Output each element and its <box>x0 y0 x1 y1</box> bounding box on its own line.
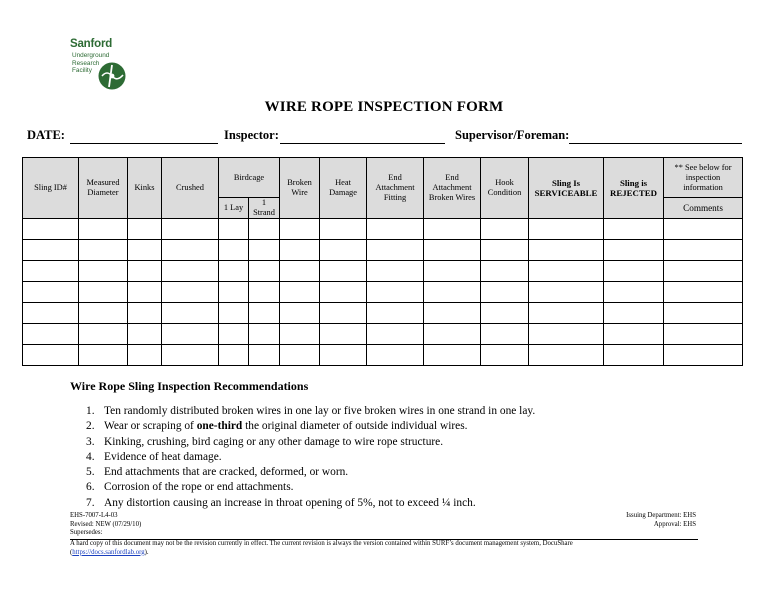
recommendation-item: 4. Evidence of heat damage. <box>86 450 222 463</box>
table-cell[interactable] <box>280 282 320 303</box>
table-cell[interactable] <box>367 303 424 324</box>
table-cell[interactable] <box>424 219 481 240</box>
table-cell[interactable] <box>529 324 604 345</box>
table-cell[interactable] <box>162 219 219 240</box>
table-cell[interactable] <box>23 345 79 366</box>
recommendations-heading: Wire Rope Sling Inspection Recommendations <box>70 379 309 393</box>
table-cell[interactable] <box>128 219 162 240</box>
table-cell[interactable] <box>367 240 424 261</box>
table-cell[interactable] <box>481 324 529 345</box>
sanford-logo <box>70 38 132 96</box>
table-cell[interactable] <box>249 324 280 345</box>
recommendation-item: 1. Ten randomly distributed broken wires in one lay or five broken wires in one strand in one lay. <box>86 405 536 417</box>
table-cell[interactable] <box>162 282 219 303</box>
recommendation-item: 3. Kinking, crushing, bird caging or any other damage to wire rope structure. <box>86 435 444 448</box>
table-cell[interactable] <box>23 261 79 282</box>
table-cell[interactable] <box>320 261 367 282</box>
form-title: WIRE ROPE INSPECTION FORM <box>264 99 504 115</box>
table-row <box>23 219 743 240</box>
table-cell[interactable] <box>128 261 162 282</box>
table-cell[interactable] <box>280 324 320 345</box>
col-header-broken-wire: Broken Wire <box>280 158 320 219</box>
table-cell[interactable] <box>664 345 743 366</box>
table-cell[interactable] <box>219 345 249 366</box>
table-cell[interactable] <box>481 240 529 261</box>
supersedes: Supersedes: <box>70 529 103 537</box>
recommendation-item: 5. End attachments that are cracked, deformed, or worn. <box>86 466 349 479</box>
table-cell[interactable] <box>249 261 280 282</box>
col-header-rejected: Sling is REJECTED <box>604 158 664 219</box>
col-header-serviceable: Sling Is SERVICEABLE <box>529 158 604 219</box>
table-cell[interactable] <box>424 324 481 345</box>
logo-subtitle-line: Facility <box>72 67 92 75</box>
logo-emblem-icon <box>94 56 130 96</box>
col-header-end-attachment-fitting: End Attachment Fitting <box>367 158 424 219</box>
logo-subtitle-line: Research <box>72 59 100 67</box>
table-cell[interactable] <box>481 282 529 303</box>
table-cell[interactable] <box>162 324 219 345</box>
table-cell[interactable] <box>79 219 128 240</box>
footer-notice <box>70 540 710 557</box>
table-cell[interactable] <box>219 282 249 303</box>
docushare-link[interactable]: https://docs.sanfordlab.org <box>72 548 145 556</box>
col-header-heat-damage: Heat Damage <box>320 158 367 219</box>
col-header-kinks: Kinks <box>128 158 162 219</box>
table-cell[interactable] <box>280 303 320 324</box>
col-header-sling-id: Sling ID# <box>23 158 79 219</box>
table-cell[interactable] <box>481 219 529 240</box>
table-cell[interactable] <box>249 345 280 366</box>
table-row <box>23 324 743 345</box>
table-cell[interactable] <box>79 303 128 324</box>
table-cell[interactable] <box>249 282 280 303</box>
table-cell[interactable] <box>320 282 367 303</box>
table-cell[interactable] <box>367 261 424 282</box>
table-cell[interactable] <box>424 303 481 324</box>
col-header-measured-diameter: Measured Diameter <box>79 158 128 219</box>
inspector-field[interactable] <box>280 143 445 144</box>
date-label: DATE: <box>27 128 65 142</box>
table-cell[interactable] <box>664 261 743 282</box>
col-header-birdcage-strand: 1 Strand <box>249 198 280 219</box>
footer-doc-info <box>70 512 141 538</box>
table-cell[interactable] <box>529 282 604 303</box>
table-cell[interactable] <box>128 303 162 324</box>
approval: Approval: EHS <box>653 520 696 528</box>
recommendations-list <box>86 404 706 511</box>
table-cell[interactable] <box>219 219 249 240</box>
table-cell[interactable] <box>23 282 79 303</box>
docushare-link-line: (https://docs.sanfordlab.org). <box>70 548 149 556</box>
table-cell[interactable] <box>320 219 367 240</box>
table-cell[interactable] <box>128 282 162 303</box>
table-cell[interactable] <box>219 240 249 261</box>
col-header-birdcage: Birdcage <box>219 158 280 198</box>
table-row <box>23 345 743 366</box>
table-cell[interactable] <box>320 303 367 324</box>
table-cell[interactable] <box>79 345 128 366</box>
table-cell[interactable] <box>664 240 743 261</box>
table-row <box>23 261 743 282</box>
table-cell[interactable] <box>529 345 604 366</box>
col-header-inspection-note: ** See below for inspection information <box>664 158 743 198</box>
recommendation-item: 7. Any distortion causing an increase in throat opening of 5%, not to exceed ¼ inch. <box>86 496 476 509</box>
supervisor-field[interactable] <box>569 143 742 144</box>
table-cell[interactable] <box>128 240 162 261</box>
table-cell[interactable] <box>280 345 320 366</box>
table-cell[interactable] <box>529 240 604 261</box>
table-cell[interactable] <box>79 240 128 261</box>
table-cell[interactable] <box>664 282 743 303</box>
inspector-label: Inspector: <box>224 128 279 142</box>
col-header-hook-condition: Hook Condition <box>481 158 529 219</box>
table-cell[interactable] <box>481 261 529 282</box>
table-cell[interactable] <box>79 282 128 303</box>
table-cell[interactable] <box>249 219 280 240</box>
table-cell[interactable] <box>280 219 320 240</box>
table-cell[interactable] <box>219 261 249 282</box>
table-cell[interactable] <box>79 324 128 345</box>
supervisor-label: Supervisor/Foreman: <box>455 128 570 142</box>
table-cell[interactable] <box>529 261 604 282</box>
table-cell[interactable] <box>23 303 79 324</box>
table-row <box>23 240 743 261</box>
table-cell[interactable] <box>320 345 367 366</box>
table-cell[interactable] <box>664 219 743 240</box>
table-cell[interactable] <box>320 240 367 261</box>
table-cell[interactable] <box>664 324 743 345</box>
issuing-department: Issuing Department: EHS <box>626 512 696 519</box>
recommendation-item: 6. Corrosion of the rope or end attachments. <box>86 481 294 494</box>
table-cell[interactable] <box>162 345 219 366</box>
table-cell[interactable] <box>280 261 320 282</box>
footer-approval <box>626 512 696 529</box>
table-cell[interactable] <box>320 324 367 345</box>
col-header-crushed: Crushed <box>162 158 219 219</box>
doc-number: EHS-7007-L4-03 <box>70 512 118 519</box>
table-cell[interactable] <box>424 240 481 261</box>
table-cell[interactable] <box>367 282 424 303</box>
inspection-table <box>22 157 743 366</box>
col-header-end-attachment-broken-wires: End Attachment Broken Wires <box>424 158 481 219</box>
logo-name: Sanford <box>70 38 113 50</box>
table-cell[interactable] <box>23 324 79 345</box>
col-header-birdcage-lay: 1 Lay <box>219 198 249 219</box>
table-cell[interactable] <box>529 303 604 324</box>
table-cell[interactable] <box>162 261 219 282</box>
table-cell[interactable] <box>162 303 219 324</box>
table-cell[interactable] <box>424 345 481 366</box>
table-cell[interactable] <box>604 219 664 240</box>
table-cell[interactable] <box>280 240 320 261</box>
table-cell[interactable] <box>219 324 249 345</box>
recommendation-item: 2. Wear or scraping of one-third the original diameter of outside individual wires. <box>86 420 468 433</box>
table-cell[interactable] <box>424 282 481 303</box>
table-cell[interactable] <box>367 219 424 240</box>
table-cell[interactable] <box>424 261 481 282</box>
table-cell[interactable] <box>481 345 529 366</box>
table-cell[interactable] <box>367 324 424 345</box>
table-cell[interactable] <box>219 303 249 324</box>
date-field[interactable] <box>70 143 218 144</box>
table-cell[interactable] <box>79 261 128 282</box>
col-header-comments: Comments <box>664 198 743 219</box>
table-cell[interactable] <box>249 240 280 261</box>
table-cell[interactable] <box>664 303 743 324</box>
table-cell[interactable] <box>604 345 664 366</box>
table-cell[interactable] <box>481 303 529 324</box>
logo-subtitle-line: Underground <box>72 52 110 59</box>
revised-date: Revised: NEW (07/29/10) <box>70 520 142 528</box>
table-cell[interactable] <box>23 240 79 261</box>
table-cell[interactable] <box>23 219 79 240</box>
table-row <box>23 303 743 324</box>
table-cell[interactable] <box>249 303 280 324</box>
table-cell[interactable] <box>604 324 664 345</box>
table-cell[interactable] <box>128 324 162 345</box>
table-cell[interactable] <box>604 261 664 282</box>
table-row <box>23 282 743 303</box>
table-cell[interactable] <box>529 219 604 240</box>
table-cell[interactable] <box>604 303 664 324</box>
table-cell[interactable] <box>604 282 664 303</box>
table-cell[interactable] <box>128 345 162 366</box>
table-cell[interactable] <box>162 240 219 261</box>
table-cell[interactable] <box>367 345 424 366</box>
table-cell[interactable] <box>604 240 664 261</box>
revision-notice: A hard copy of this document may not be the revision currently in effect. The current revision is always the version contained within SURF’s document management system, DocuShare <box>70 540 573 547</box>
